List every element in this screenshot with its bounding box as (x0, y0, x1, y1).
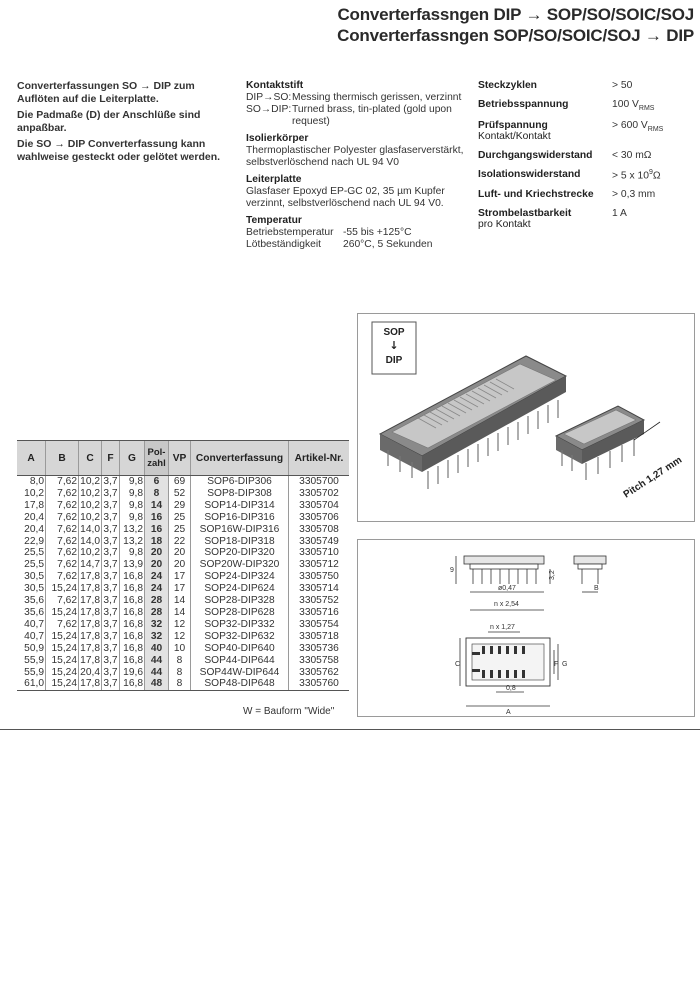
spec-key: Steckzyklen (478, 80, 537, 91)
spec-value (612, 169, 688, 181)
cell-polzahl: 28 (145, 595, 169, 607)
cell-converterfassung: SOP44W-DIP644 (191, 667, 289, 679)
cell-VP: 20 (169, 547, 191, 559)
table-row (17, 559, 349, 571)
cell-artikel: 3305718 (289, 631, 350, 643)
cell-artikel: 3305754 (289, 619, 350, 631)
cell-B: 7,62 (46, 512, 79, 524)
cell-VP: 25 (169, 512, 191, 524)
cell-C: 20,4 (80, 666, 100, 678)
cell-polzahl: 6 (145, 476, 169, 488)
cell-F: 3,7 (103, 666, 118, 678)
product-illustration (358, 314, 694, 521)
cell-polzahl: 24 (145, 571, 169, 583)
cell-C: 17,8 (80, 595, 100, 607)
table-row (17, 547, 349, 559)
cell-B: 15,24 (46, 643, 79, 655)
cell-artikel: 3305762 (289, 667, 350, 679)
spec-key (478, 120, 551, 142)
cell-artikel: 3305704 (289, 500, 350, 512)
cell-G: 16,8 (120, 571, 145, 583)
cell-C: 10,2 (80, 487, 100, 499)
table-row (17, 536, 349, 548)
cell-VP: 8 (169, 667, 191, 679)
cell-G: 16,8 (120, 678, 145, 690)
cell-polzahl: 20 (145, 547, 169, 559)
leiterplatte-text: Glasfaser Epoxyd EP-GC 02, 35 µm Kupfer verzinnt, selbstverlöschend nach UL 94 V0. (246, 186, 445, 209)
cell-G: 9,8 (120, 547, 145, 559)
cell-converterfassung: SOP20W-DIP320 (191, 559, 289, 571)
cell-G: 16,8 (120, 583, 145, 595)
cell-G: 9,8 (120, 512, 145, 524)
cell-converterfassung: SOP18-DIP318 (191, 536, 289, 548)
end-view (574, 556, 606, 592)
spec-unit: RMS (647, 126, 664, 134)
cell-artikel: 3305752 (289, 595, 350, 607)
cell-G: 16,8 (120, 607, 145, 619)
cell-A: 30,5 (24, 571, 44, 583)
spec-key (478, 208, 571, 230)
cell-B: 7,62 (46, 500, 79, 512)
spec-steckzyklen (478, 80, 688, 91)
cell-artikel: 3305700 (289, 476, 350, 488)
intro-paragraph-2: Die Padmaße (D) der Anschlüße sind anpaßbar. (17, 109, 201, 134)
kontaktstift-heading: Kontaktstift (246, 80, 304, 91)
spec-luft-kriechstrecke (478, 189, 688, 200)
spec-value: > 0,3 mm (612, 189, 656, 201)
cell-VP: 29 (169, 500, 191, 512)
spec-unit: Ω (652, 170, 661, 182)
kontaktstift-value-1: Messing thermisch gerissen, verzinnt (292, 92, 462, 103)
cell-G: 13,2 (120, 524, 145, 536)
table-header-row (17, 441, 349, 476)
table-row (17, 595, 349, 607)
cell-VP: 14 (169, 595, 191, 607)
table-row (17, 524, 349, 536)
converter-table (17, 440, 349, 691)
cell-F: 3,7 (103, 476, 118, 487)
cell-A: 22,9 (24, 535, 44, 547)
cell-C: 17,8 (80, 618, 100, 630)
col-header-G: G (120, 441, 145, 476)
table-row (17, 607, 349, 619)
cell-F: 3,7 (103, 678, 118, 690)
cell-C: 17,8 (80, 642, 100, 654)
cell-polzahl: 16 (145, 524, 169, 536)
cell-C: 17,8 (80, 654, 100, 666)
cell-B: 15,24 (46, 607, 79, 619)
cell-polzahl: 48 (145, 678, 169, 690)
spec-pruefspannung (478, 120, 688, 142)
cell-G: 16,8 (120, 595, 145, 607)
cell-artikel: 3305710 (289, 547, 350, 559)
kontaktstift-row-2 (246, 104, 476, 116)
table-row (17, 655, 349, 667)
cell-G: 9,8 (120, 500, 145, 512)
spec-durchgangswiderstand (478, 150, 688, 161)
cell-A: 55,9 (24, 666, 44, 678)
temperatur-value-1: -55 bis +125°C (343, 227, 412, 238)
cell-B: 15,24 (46, 678, 79, 690)
top-view (455, 624, 567, 716)
cell-G: 16,8 (120, 643, 145, 655)
spec-value-number: 100 V (612, 99, 639, 110)
cell-polzahl: 32 (145, 631, 169, 643)
temperatur-key-1: Betriebstemperatur (246, 227, 334, 238)
technical-drawing (357, 539, 695, 717)
cell-A: 20,4 (24, 511, 44, 523)
table-row (17, 619, 349, 631)
table-body (17, 476, 349, 691)
kontaktstift-key-2: SO→DIP: (246, 104, 292, 115)
cell-C: 17,8 (80, 571, 100, 583)
cell-converterfassung: SOP6-DIP306 (191, 476, 289, 488)
cell-A: 50,9 (24, 642, 44, 654)
cell-F: 3,7 (103, 487, 118, 499)
dim-254: n x 2,54 (494, 601, 519, 608)
cell-A: 8,0 (29, 476, 44, 487)
cell-C: 14,0 (80, 523, 100, 535)
spec-key: Durchgangswiderstand (478, 150, 593, 162)
cell-converterfassung: SOP16W-DIP316 (191, 524, 289, 536)
cell-C: 17,8 (80, 678, 100, 690)
cell-converterfassung: SOP24-DIP324 (191, 571, 289, 583)
cell-VP: 20 (169, 559, 191, 571)
cell-F: 3,7 (103, 523, 118, 535)
cell-artikel: 3305702 (289, 488, 350, 500)
cell-artikel: 3305712 (289, 559, 350, 571)
cell-B: 15,24 (46, 655, 79, 667)
cell-F: 3,7 (103, 618, 118, 630)
intro-paragraph-3: Die SO → DIP Converterfassung kann wahlweise gesteckt oder gelötet werden. (17, 138, 221, 163)
cell-G: 13,9 (120, 559, 145, 571)
col-header-converterfassung: Converterfassung (191, 441, 289, 476)
kontaktstift-row-1 (246, 92, 476, 104)
cell-VP: 22 (169, 536, 191, 548)
col-header-F: F (102, 441, 120, 476)
isolierkoerper-text: Thermoplastischer Polyester glasfaserverstärkt, selbstverlöschend nach UL 94 V0 (246, 145, 464, 168)
cell-artikel: 3305708 (289, 524, 350, 536)
cell-G: 13,2 (120, 536, 145, 548)
cell-polzahl: 18 (145, 536, 169, 548)
cell-C: 10,2 (80, 499, 100, 511)
small-converter (556, 406, 644, 480)
table-row (17, 476, 349, 488)
cell-B: 15,24 (46, 667, 79, 679)
cell-B: 15,24 (46, 631, 79, 643)
cell-converterfassung: SOP32-DIP332 (191, 619, 289, 631)
cell-converterfassung: SOP44-DIP644 (191, 655, 289, 667)
spec-key: Betriebsspannung (478, 99, 569, 110)
cell-F: 3,7 (103, 654, 118, 666)
cell-G: 9,8 (120, 476, 145, 488)
cell-C: 10,2 (80, 476, 100, 487)
product-photo (357, 313, 695, 522)
spec-key: Isolationswiderstand (478, 169, 581, 181)
cell-converterfassung: SOP14-DIP314 (191, 500, 289, 512)
cell-polzahl: 20 (145, 559, 169, 571)
cell-polzahl: 24 (145, 583, 169, 595)
cell-converterfassung: SOP40-DIP640 (191, 643, 289, 655)
table-row (17, 583, 349, 595)
cell-artikel: 3305714 (289, 583, 350, 595)
cell-A: 35,6 (24, 595, 44, 607)
cell-G: 19,6 (120, 667, 145, 679)
cell-converterfassung: SOP16-DIP316 (191, 512, 289, 524)
table-row (17, 667, 349, 679)
cell-G: 16,8 (120, 655, 145, 667)
dim-C: C (455, 661, 461, 668)
dim-047: ø0,47 (498, 585, 516, 592)
cell-B: 7,62 (46, 595, 79, 607)
cell-B: 7,62 (46, 571, 79, 583)
col-header-VP: VP (169, 441, 191, 476)
table-note: W = Bauform "Wide" (243, 706, 335, 717)
cell-B: 7,62 (46, 547, 79, 559)
cell-A: 25,5 (24, 559, 44, 571)
table-row (17, 512, 349, 524)
cell-VP: 8 (169, 678, 191, 690)
page-divider (0, 729, 700, 730)
cell-VP: 12 (169, 631, 191, 643)
cell-artikel: 3305706 (289, 512, 350, 524)
cell-polzahl: 44 (145, 667, 169, 679)
dim-A: A (506, 709, 511, 716)
cell-C: 14,7 (80, 559, 100, 571)
cell-VP: 25 (169, 524, 191, 536)
temperatur-row-1 (246, 227, 476, 239)
electrical-specs (478, 80, 688, 238)
cell-C: 17,8 (80, 606, 100, 618)
large-converter (380, 356, 566, 489)
spec-unit: RMS (638, 105, 655, 113)
label-arrow: ↓ (389, 339, 399, 352)
table-row (17, 643, 349, 655)
table-row (17, 678, 349, 690)
cell-polzahl: 28 (145, 607, 169, 619)
cell-C: 17,8 (80, 583, 100, 595)
cell-B: 7,62 (46, 524, 79, 536)
cell-A: 25,5 (24, 547, 44, 559)
cell-artikel: 3305760 (289, 678, 350, 690)
cell-polzahl: 32 (145, 619, 169, 631)
dim-B: B (594, 585, 599, 592)
spec-isolationswiderstand (478, 169, 688, 181)
spec-value: 1 A (612, 208, 627, 220)
cell-A: 55,9 (24, 654, 44, 666)
spec-key: Luft- und Kriechstrecke (478, 189, 594, 201)
cell-converterfassung: SOP20-DIP320 (191, 547, 289, 559)
title-line-1: Converterfassngen DIP → SOP/SO/SOIC/SOJ (337, 5, 694, 24)
temperatur-heading: Temperatur (246, 215, 302, 226)
cell-VP: 14 (169, 607, 191, 619)
spec-key-label: Prüfspannung (478, 120, 548, 132)
spec-value: < 30 mΩ (612, 150, 652, 162)
spec-value-number: > 5 x 10 (612, 170, 649, 182)
cell-converterfassung: SOP24-DIP624 (191, 583, 289, 595)
dim-127: n x 1,27 (490, 624, 515, 631)
cell-F: 3,7 (103, 642, 118, 654)
cell-A: 35,6 (24, 606, 44, 618)
dim-32: 3,2 (549, 570, 556, 580)
dim-08: 0,8 (506, 685, 516, 692)
dim-G: G (562, 661, 568, 668)
cell-A: 20,4 (24, 523, 44, 535)
dim-9: 9 (450, 567, 454, 574)
cell-artikel: 3305716 (289, 607, 350, 619)
spec-value-number: > 600 V (612, 120, 648, 132)
cell-B: 7,62 (46, 559, 79, 571)
cell-B: 7,62 (46, 619, 79, 631)
cell-A: 40,7 (24, 618, 44, 630)
cell-C: 17,8 (80, 630, 100, 642)
intro-paragraph-1: Converterfassungen SO → DIP zum Auflöten auf die Leiterplatte. (17, 80, 195, 105)
table-row (17, 571, 349, 583)
temperatur-value-2: 260°C, 5 Sekunden (343, 239, 433, 250)
spec-betriebsspannung (478, 99, 688, 112)
title-line-2: Converterfassngen SOP/SO/SOIC/SOJ → DIP (337, 26, 694, 45)
cell-VP: 17 (169, 583, 191, 595)
pitch-label: Pitch 1,27 mm (621, 454, 685, 501)
cell-F: 3,7 (103, 559, 118, 571)
spec-value (612, 120, 688, 142)
cell-VP: 52 (169, 488, 191, 500)
kontaktstift-key-1: DIP→SO: (246, 92, 292, 103)
dim-F: F (554, 661, 559, 668)
col-header-A: A (17, 441, 46, 476)
cell-G: 16,8 (120, 619, 145, 631)
cell-C: 10,2 (80, 511, 100, 523)
cell-A: 17,8 (24, 499, 44, 511)
cell-A: 30,5 (24, 583, 44, 595)
cell-VP: 12 (169, 619, 191, 631)
cell-F: 3,7 (103, 583, 118, 595)
cell-C: 14,0 (80, 535, 100, 547)
cell-F: 3,7 (103, 571, 118, 583)
table-row (17, 488, 349, 500)
col-header-artikel: Artikel-Nr. (289, 441, 350, 476)
cell-polzahl: 16 (145, 512, 169, 524)
material-specs (246, 80, 476, 251)
cell-artikel: 3305736 (289, 643, 350, 655)
cell-VP: 69 (169, 476, 191, 488)
cell-polzahl: 14 (145, 500, 169, 512)
temperatur-key-2: Lötbeständigkeit (246, 239, 321, 250)
cell-F: 3,7 (103, 630, 118, 642)
side-view (450, 556, 556, 610)
drawing-svg (358, 540, 694, 716)
cell-polzahl: 8 (145, 488, 169, 500)
cell-G: 9,8 (120, 488, 145, 500)
cell-A: 40,7 (24, 630, 44, 642)
temperatur-row-2 (246, 239, 476, 251)
label-dip: DIP (385, 355, 403, 366)
col-header-polzahl: Pol- zahl (145, 441, 169, 476)
cell-converterfassung: SOP48-DIP648 (191, 678, 289, 690)
cell-polzahl: 44 (145, 655, 169, 667)
cell-VP: 8 (169, 655, 191, 667)
cell-B: 15,24 (46, 583, 79, 595)
spec-strombelastbarkeit (478, 208, 688, 230)
table-row (17, 631, 349, 643)
label-sop: SOP (383, 327, 405, 338)
spec-key-sub: pro Kontakt (478, 219, 531, 231)
kontaktstift-value-2b: request) (292, 116, 330, 127)
cell-polzahl: 40 (145, 643, 169, 655)
cell-converterfassung: SOP32-DIP632 (191, 631, 289, 643)
spec-exponent: 9 (648, 169, 653, 177)
cell-F: 3,7 (103, 606, 118, 618)
cell-F: 3,7 (103, 535, 118, 547)
cell-C: 10,2 (80, 547, 100, 559)
table-row (17, 500, 349, 512)
col-header-C: C (79, 441, 102, 476)
cell-A: 61,0 (17, 678, 46, 690)
isolierkoerper-heading: Isolierkörper (246, 133, 309, 144)
cell-B: 7,62 (46, 488, 79, 500)
cell-artikel: 3305758 (289, 655, 350, 667)
cell-F: 3,7 (103, 511, 118, 523)
spec-value: > 50 (612, 80, 633, 91)
spec-key-label: Strombelastbarkeit (478, 208, 572, 220)
cell-F: 3,7 (103, 595, 118, 607)
intro-column (17, 80, 237, 167)
cell-B: 7,62 (46, 536, 79, 548)
kontaktstift-value-2: Turned brass, tin-plated (gold upon (292, 104, 452, 115)
page-title (337, 4, 694, 46)
cell-B: 7,62 (46, 476, 79, 488)
cell-converterfassung: SOP28-DIP328 (191, 595, 289, 607)
cell-F: 3,7 (103, 547, 118, 559)
cell-F: 3,7 (103, 499, 118, 511)
cell-G: 16,8 (120, 631, 145, 643)
col-header-B: B (46, 441, 79, 476)
cell-A: 10,2 (24, 487, 44, 499)
leiterplatte-heading: Leiterplatte (246, 174, 302, 185)
cell-VP: 17 (169, 571, 191, 583)
cell-converterfassung: SOP8-DIP308 (191, 488, 289, 500)
cell-converterfassung: SOP28-DIP628 (191, 607, 289, 619)
cell-artikel: 3305749 (289, 536, 350, 548)
spec-key-sub: Kontakt/Kontakt (478, 131, 551, 143)
cell-VP: 10 (169, 643, 191, 655)
cell-artikel: 3305750 (289, 571, 350, 583)
spec-value (612, 99, 688, 112)
